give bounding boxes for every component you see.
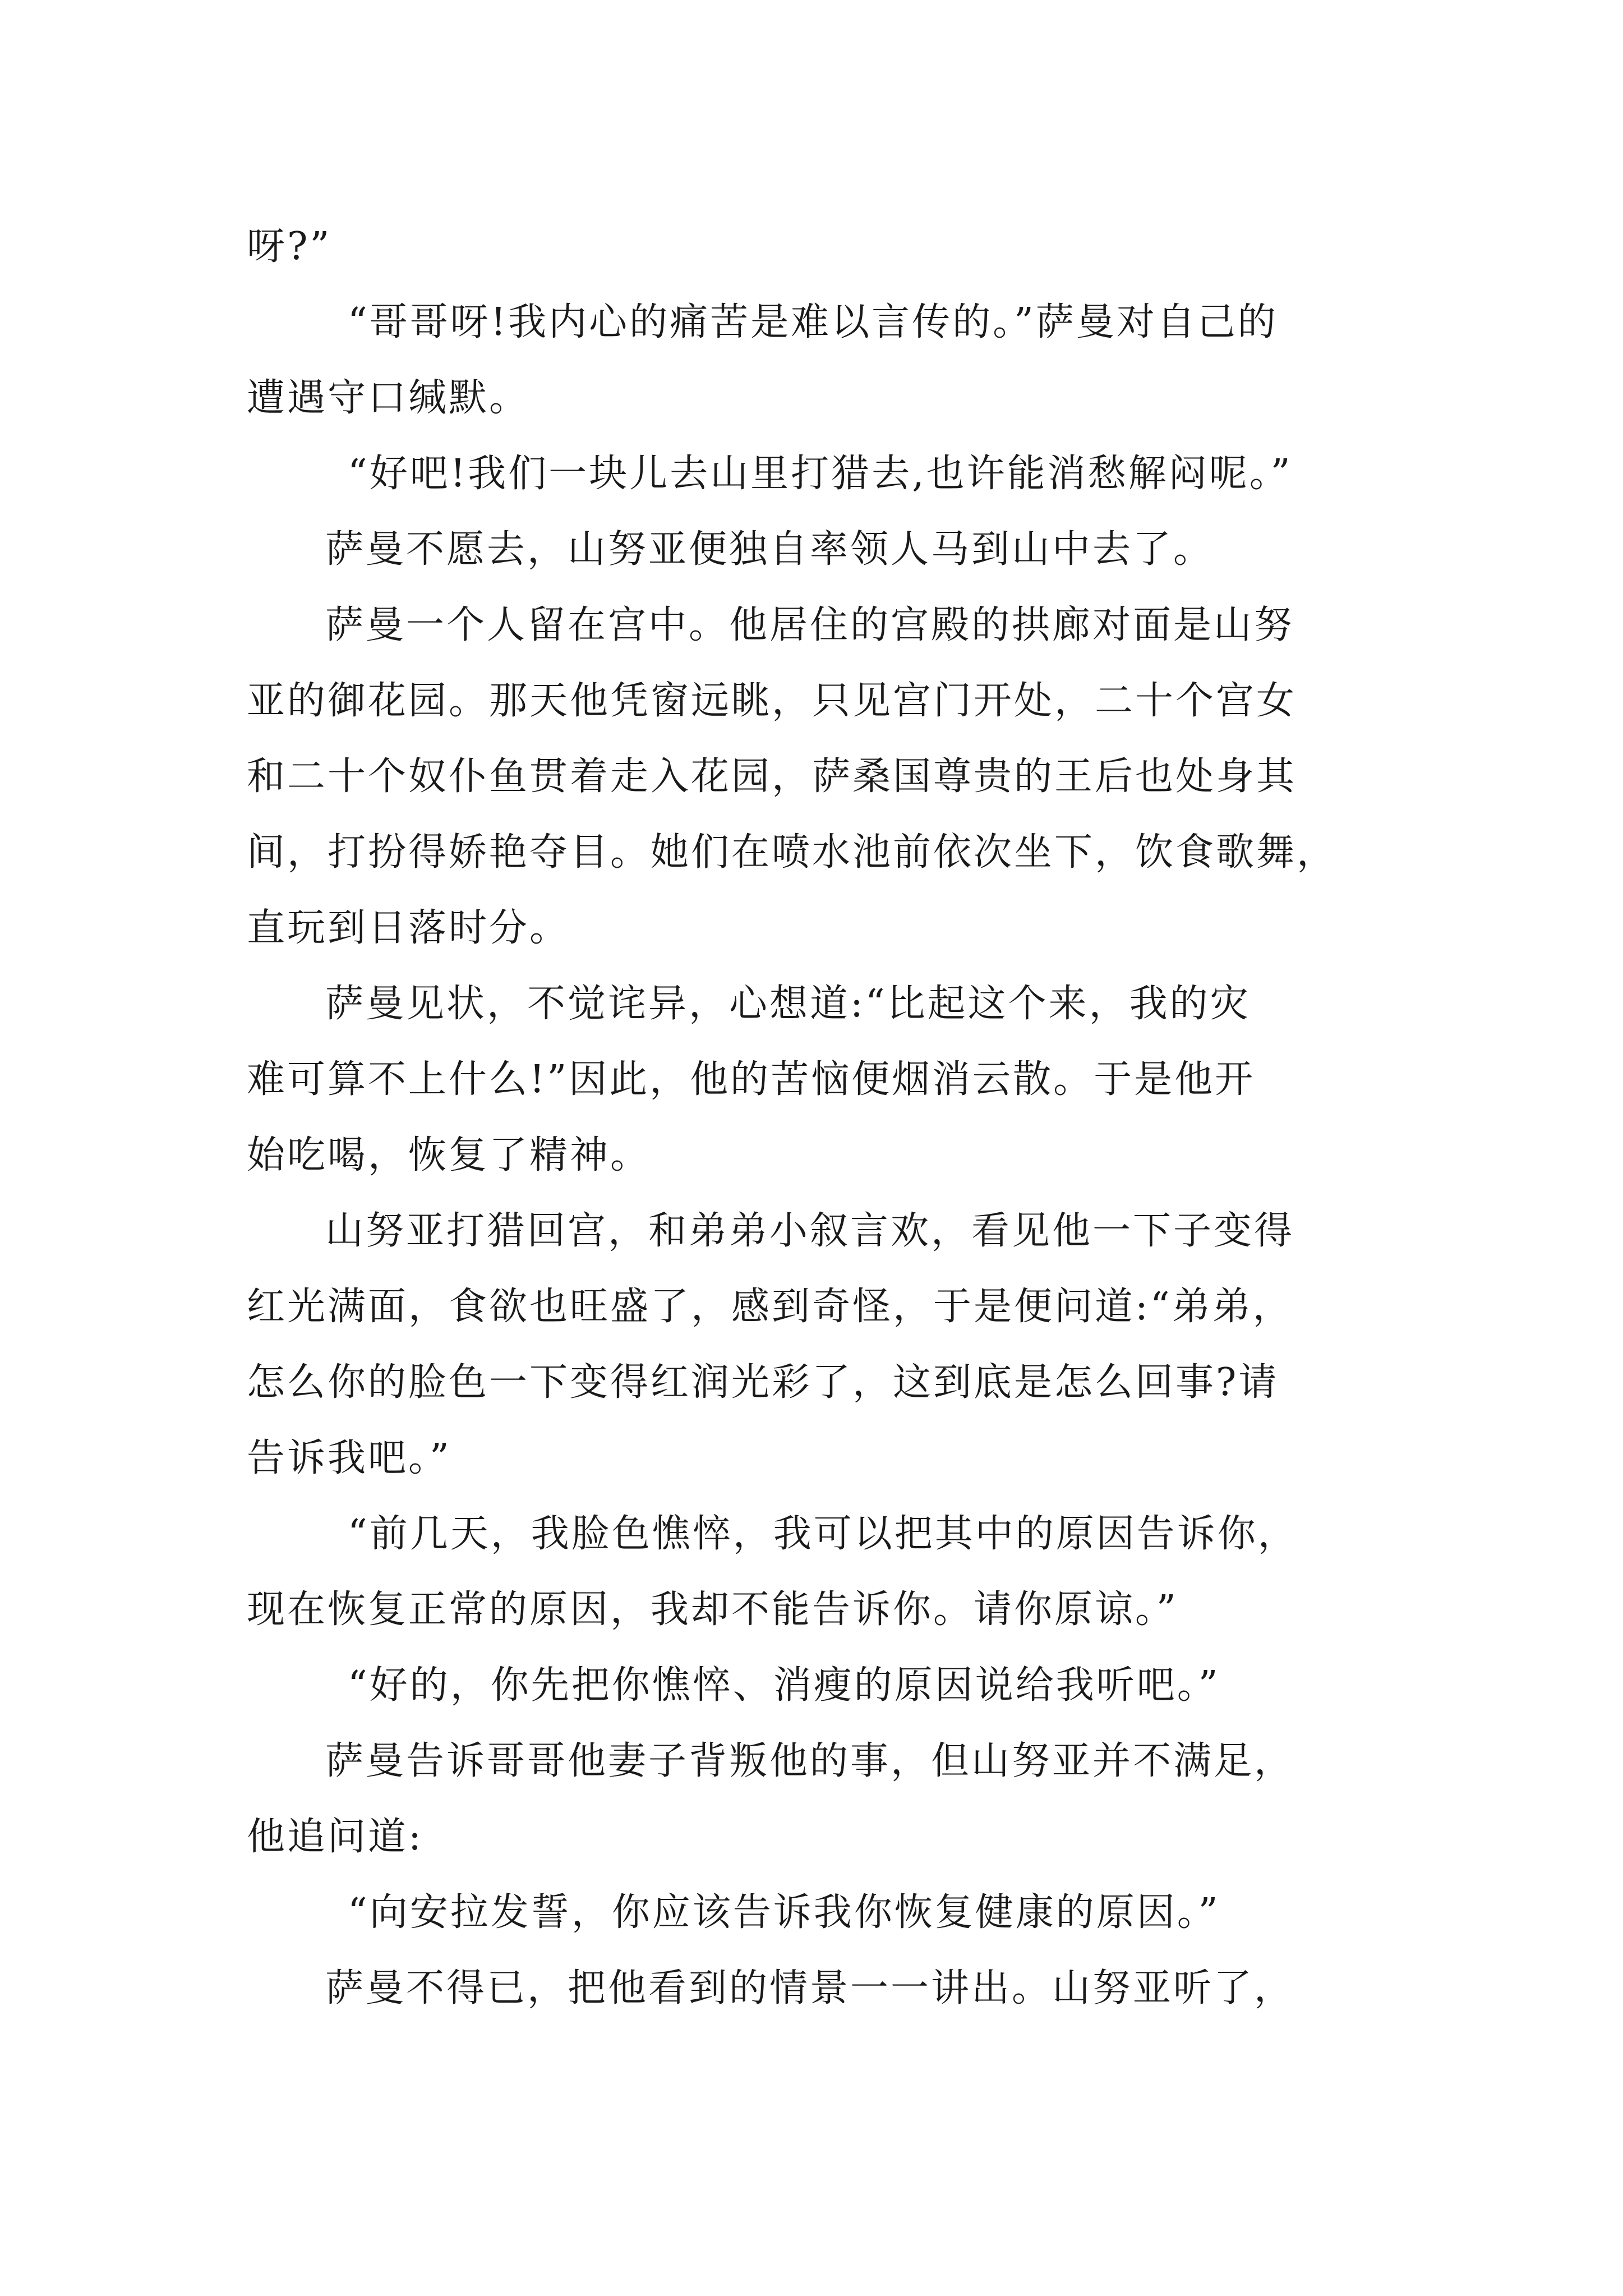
text-line: 告诉我吧。”	[247, 1436, 451, 1480]
text-line: 萨曼不愿去，山努亚便独自率领人马到山中去了。	[325, 527, 1214, 572]
text-line: 呀?”	[247, 224, 332, 269]
text-line: “向安拉发誓，你应该告诉我你恢复健康的原因。”	[348, 1890, 1220, 1935]
text-line: 萨曼告诉哥哥他妻子背叛他的事，但山努亚并不满足，	[325, 1739, 1295, 1783]
text-line: 山努亚打猎回宫，和弟弟小叙言欢，看见他一下子变得	[325, 1209, 1295, 1253]
text-line: “好的，你先把你憔悴、消瘦的原因说给我听吧。”	[348, 1663, 1220, 1708]
text-line: 萨曼不得已，把他看到的情景一一讲出。山努亚听了，	[325, 1966, 1295, 2010]
text-line: 现在恢复正常的原因，我却不能告诉你。请你原谅。”	[247, 1588, 1178, 1632]
text-line: 红光满面，食欲也旺盛了，感到奇怪，于是便问道:“弟弟，	[247, 1285, 1293, 1329]
text-line: 和二十个奴仆鱼贯着走入花园，萨桑国尊贵的王后也处身其	[247, 754, 1297, 799]
text-line: 遭遇守口缄默。	[247, 376, 530, 420]
text-line: 萨曼见状，不觉诧异，心想道:“比起这个来，我的灾	[325, 982, 1251, 1026]
text-line: 间，打扮得娇艳夺目。她们在喷水池前依次坐下，饮食歌舞，	[247, 830, 1338, 875]
text-line: 难可算不上什么!”因此，他的苦恼便烟消云散。于是他开	[247, 1057, 1256, 1102]
text-line: 始吃喝，恢复了精神。	[247, 1133, 651, 1177]
text-line: 怎么你的脸色一下变得红润光彩了，这到底是怎么回事?请	[247, 1360, 1279, 1405]
text-line: 萨曼一个人留在宫中。他居住的宫殿的拱廊对面是山努	[325, 603, 1295, 647]
text-line: “哥哥呀!我内心的痛苦是难以言传的。”萨曼对自己的	[348, 300, 1278, 344]
text-line: “好吧!我们一块儿去山里打猎去,也许能消愁解闷呢。”	[348, 452, 1293, 496]
text-line: 亚的御花园。那天他凭窗远眺，只见宫门开处，二十个宫女	[247, 679, 1297, 723]
text-line: “前几天，我脸色憔悴，我可以把其中的原因告诉你，	[348, 1512, 1298, 1556]
text-line: 直玩到日落时分。	[247, 906, 570, 950]
text-line: 他追问道:	[247, 1815, 423, 1859]
